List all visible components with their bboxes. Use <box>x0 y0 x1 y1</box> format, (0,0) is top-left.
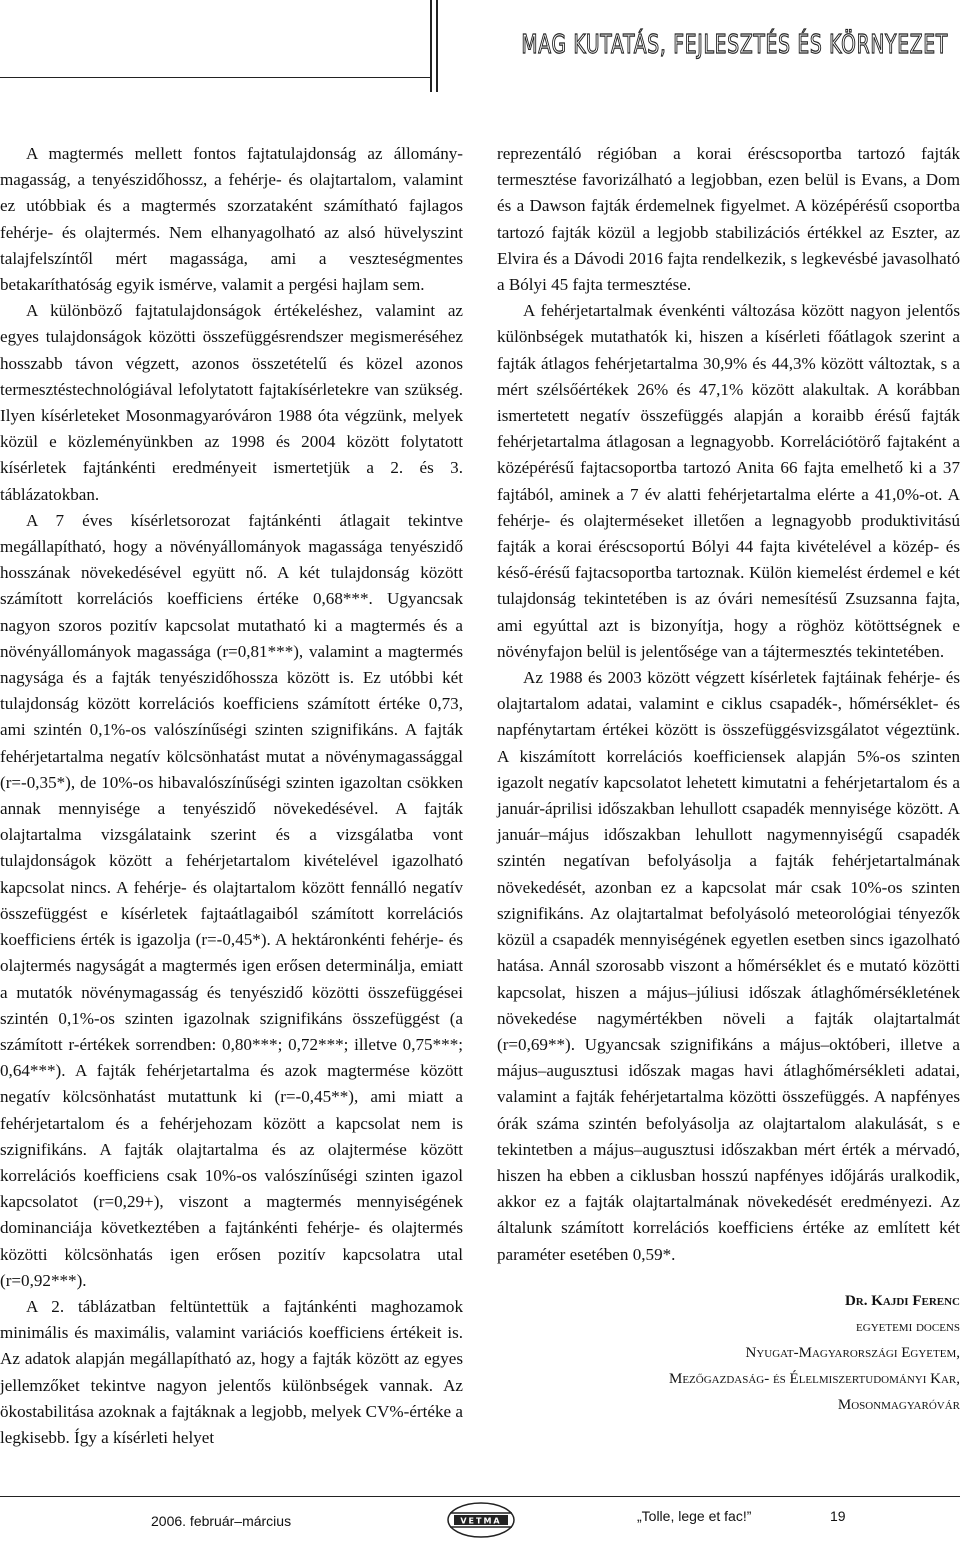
paragraph: A fehérjetartalmak évenkénti változása között nagyon jelentős különbségek mutathatók ki, hiszen a kísérleti főátlagok szerint a fajták átlagos fehérjetartalma 30,9% és 44,3% között változtak, s a mért szélsőértékek 26% és 47,1% között alakultak. A korábban ismertetett negatív összefüggés alapján a koraibb érésű fajták fehérjetartalma átlagosan a legnagyobb. Korrelációtörő fajtaként a középérésű fajtacsoportba tartozó Anita 66 fajta emelhető ki a 37 fajtából, aminek a 7 év alatti fehérjetartalma elérte a 41,0%-ot. A fehérje- és olajterméseket illetően a legnagyobb produktivitású fajták a korai éréscsoportú Bólyi 44 fajta kivételével a közép- és késő-érésű fajtacsoportba tartoznak. Külön kiemelést érdemel e két tulajdonság tekintetében is az óvári nemesítésű Zsuzsanna fajta, ami egyúttal azt is bizonyítja, hogy a röghöz kötöttségnek e növényfajon belül is jelentősége van a tájtermesztés tekintetében. <box>497 301 960 661</box>
footer-rule <box>0 1496 960 1497</box>
vetma-logo-icon <box>446 1500 516 1540</box>
author-city: Mosonmagyaróvár <box>837 1396 960 1413</box>
journal-motto: „Tolle, lege et fac!” <box>637 1508 752 1524</box>
paragraph: A magtermés mellett fontos fajtatulajdonság az állomány-magasság, a tenyészidőhossz, a fehérje- és olajtartalom, valamint ez utóbbiak és a magtermés szorzataként számítható fajlagos fehérje- és olajtermés. Nem elhanyagolható az alsó hüvelyszint talajfelszíntől mért magassága, ami a veszteségmentes betakaríthatóság egyik ismérve, valamit a pergési hajlam sem. <box>0 144 463 295</box>
logo-text: VETMA <box>460 1516 502 1526</box>
paragraph: A 2. táblázatban feltüntettük a fajtánkénti maghozamok minimális és maximális, valamint variációs koefficiens értékeit is. Az adatok alapján megállapítható az, hogy a fajták között az egyes jellemzőket tekintve nagyon jelentős különbségek vannak. Az ökostabilitása azoknak a fajtáknak a legjobb, melyek CV%-értéke a legkisebb. Így a kísérleti helyet <box>0 1296 463 1447</box>
paragraph: A 7 éves kísérletsorozat fajtánkénti átlagait tekintve megállapítható, hogy a növényállományok magassága tenyészidő hosszának növekedésével együtt nő. A két tulajdonság között számított korrelációs koefficiens értéke 0,68***. Ugyancsak nagyon szoros pozitív kapcsolat mutatható ki a magtermés és a növényállományok magassága (r=0,81***), valamint a magtermés nagysága és a fajták tenyészidőhossza között is. Ez utóbbi két tulajdonság között korrelációs koefficiens számított értéke 0,73, ami szintén 0,1%-os valószínűségi szinten szignifikáns. A fajták fehérjetartalma negatív kölcsönhatást mutat a növénymagassággal (r=-0,35*), de 10%-os hibavalószínűségi szinten igazoltan csökken annak mennyisége a tenyészidő növekedésével. A fajták olajtartalma vizsgálataink szerint és a vizsgálatba vont tulajdonságok között a fehérjetartalom kivételével igazolható kapcsolat nincs. A fehérje- és olajtartalom között fennálló negatív összefüggést e kísérletek fajtaátlagaiból számított korrelációs koefficiens érték is igazolja (r=-0,45*). A hektáronkénti fehérje- és olajtermés nagyságát a magtermés igen erősen determinálja, emiatt a mutatók növénymagasság és tenyészidő közötti összefüggései szintén 0,1%-os szinten igazolnak szignifikáns összefüggést (a számított r-értékek sorrendben: 0,80***; 0,72***; illetve 0,75***; 0,64***). A fajták fehérjetartalma és azok magtermése között negatív kölcsönhatást mutattunk ki (r=-0,45**), ami miatt a fehérjetartalom és a fehérjehozam között a kapcsolat nem is szignifikáns. A fajták olajtartalma és az olajtermése között korrelációs koefficiens csak 10%-os valószínűségi szinten igazol kapcsolatot (r=0,29+), viszont a magtermés mennyiségének dominanciája következtében a fajtánkénti fehérje- és olajtermés közötti kölcsönhatás igen erősen pozitív kapcsolatra utal (r=0,92***). <box>0 510 463 1290</box>
paragraph: reprezentáló régióban a korai éréscsoportba tartozó fajták termesztése favorizálható a legjobban, ezen belül is Evans, a Dom és a Dawson fajták érdemelnek figyelmet. A középérésű csoportba tartozó fajták közül a legjobb stabilizációs értékkel az Eszter, az Elvira és a Dávodi 2016 fajta rendelkezik, s legkevésbé javasolható a Bólyi 45 fajta termesztése. <box>497 144 960 295</box>
author-institution: Nyugat-Magyarországi Egyetem, <box>745 1344 960 1361</box>
left-column <box>0 141 463 1451</box>
author-faculty: Mezőgazdaság- és Élelmiszertudományi Kar, <box>669 1370 960 1387</box>
right-column <box>497 141 960 1418</box>
paragraph: Az 1988 és 2003 között végzett kísérletek fajtáinak fehérje- és olajtartalom adatai, valamint e ciklus csapadék-, hőmérséklet- és napfénytartam értékei között is összefüggésvizsgálatot végeztünk. A kiszámított korrelációs koefficiensek alapján 5%-os szinten igazolt negatív kapcsolatot lehetett kimutatni a fehérjetartalom és a január-áprilisi időszakban lehullott csapadék mennyisége között. A január–május időszakban lehullott nagymennyiségű csapadék szintén negatívan befolyásolja a fajták fehérjetartalmának növekedését, azonban ez a kapcsolat már csak 10%-os szinten szignifikáns. Az olajtartalmat befolyásoló meteorológiai tényezők közül a csapadék mennyiségének egyetlen esetben sincs igazolható hatása. Annál szorosabb viszont a hőmérséklet és e mutató közötti kapcsolat, hiszen a május–júliusi időszak átlaghőmérsékletének növekedése nagymértékben növeli a fajták olajtartalmát (r=0,69**). Ugyancsak szignifikáns a május–októberi, illetve a május–augusztusi időszak magas havi átlaghőmérsékleti adatai, valamint a fajták fehérjetartalma közötti összefüggés. A napfényes órák száma szintén befolyásolja az olajtartalom alakulását, s e tekintetben a május–augusztusi időszakban mért érték a mérvadó, hiszen ha ebben a ciklusban hosszú napfényes időjárás uralkodik, akkor ez a fajták olajtartalmának növekedését eredményezi. Az általunk számított korrelációs koefficiens értéke az említett két paraméter esetében 0,59*. <box>497 668 960 1264</box>
header-frame <box>0 0 432 92</box>
page-number: 19 <box>830 1508 846 1524</box>
section-title: MAG KUTATÁS, FEJLESZTÉS ÉS KÖRNYEZET <box>521 30 948 60</box>
author-signature <box>497 1288 960 1418</box>
paragraph: A különböző fajtatulajdonságok értékeléshez, valamint az egyes tulajdonságok közötti összefüggésrendszer megismeréséhez hosszabb távon végzett, azonos összetételű és közel azonos termesztéstechnológiával lefolytatott fajtakísérletekre van szükség. Ilyen kísérleteket Mosonmagyaróváron 1988 óta végzünk, melyek közül e közleményünkben az 1998 és 2004 között folytatott kísérletek fajtánkénti eredményeit ismertetjük a 2. és 3. táblázatokban. <box>0 301 463 504</box>
issue-date: 2006. február–március <box>151 1513 292 1529</box>
header-divider <box>436 0 438 92</box>
author-role: egyetemi docens <box>856 1318 960 1335</box>
author-name: Dr. Kajdi Ferenc <box>844 1292 960 1309</box>
